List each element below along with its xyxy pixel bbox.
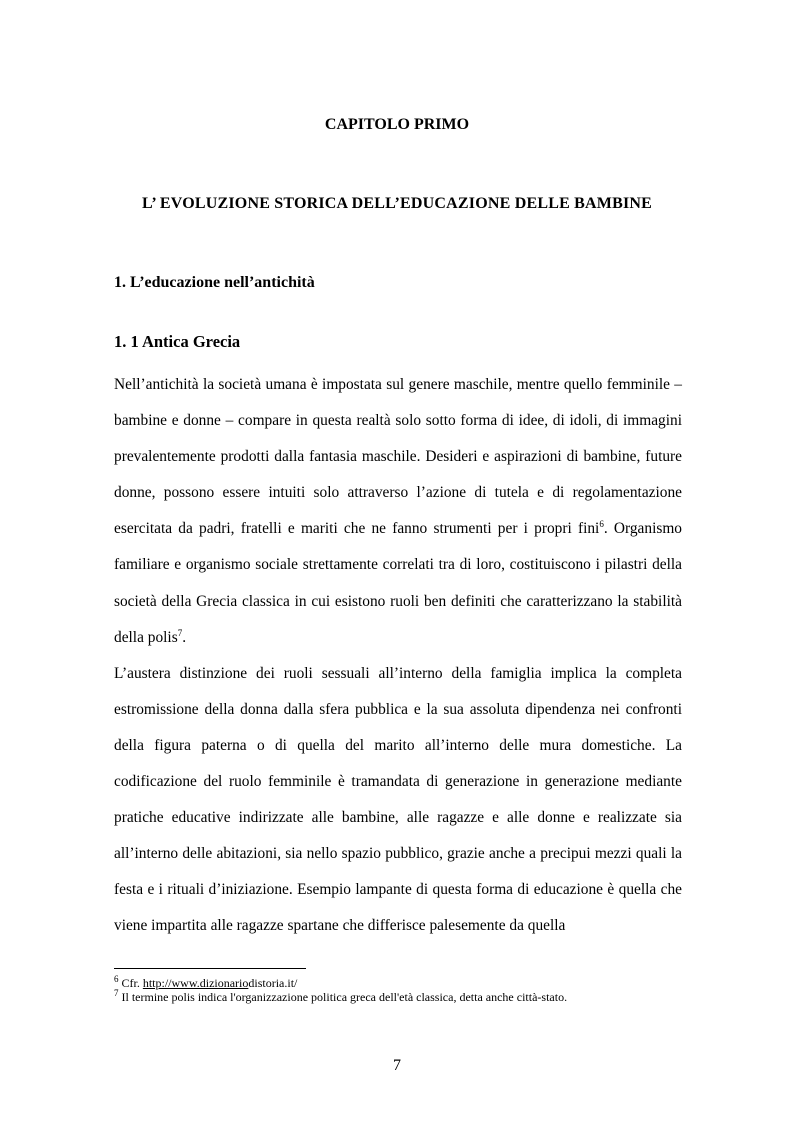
footnote-separator: [114, 968, 306, 969]
paragraph-1-part-1: Nell’antichità la società umana è impostata sul genere maschile, mentre quello femminile – bambine e donne – compare in questa realtà solo sotto forma di idee, di idoli, di immagini prevalentemente prodotti dalla fantasia maschile. Desideri e aspirazioni di bambine, future donne, possono essere intuiti solo attraverso l’azione di tutela e di regolamentazione esercitata da padri, fratelli e mariti che ne fanno strumenti per i propri fini: [114, 376, 682, 538]
footnote-ref-7[interactable]: 7: [177, 627, 183, 638]
body-text: [114, 367, 682, 945]
footnote-6: [114, 976, 694, 990]
footnote-6-link[interactable]: http://www.dizionario: [142, 976, 249, 990]
page-number: 7: [393, 1057, 401, 1074]
chapter-subtitle: L’ EVOLUZIONE STORICA DELL’EDUCAZIONE DELLE BAMBINE: [141, 195, 652, 212]
subsection-heading: 1. 1 Antica Grecia: [114, 332, 241, 351]
paragraph-1-part-2: . Organismo familiare e organismo sociale strettamente correlati tra di loro, costituiscono i pilastri della società della Grecia classica in cui esistono ruoli ben definiti che caratterizzano la stabilità della polis: [114, 520, 682, 646]
chapter-title: CAPITOLO PRIMO: [324, 116, 470, 133]
footnote-6-suffix: distoria.it/: [248, 976, 298, 990]
footnote-6-prefix: Cfr.: [118, 976, 143, 990]
footnote-ref-6[interactable]: 6: [599, 519, 604, 530]
paragraph-2: L’austera distinzione dei ruoli sessuali all’interno della famiglia implica la completa estromissione della donna dalla sfera pubblica e la sua assoluta dipendenza nei confronti della figura paterna o di quella del marito all’interno delle mura domestiche. La codificazione del ruolo femminile è tramandata di generazione in generazione mediante pratiche educative indirizzate alle bambine, alle ragazze e alle donne e realizzate sia all’interno delle abitazioni, sia nello spazio pubblico, grazie anche a precipui mezzi quali la festa e i rituali d’iniziazione. Esempio lampante di questa forma di educazione è quella che viene impartita alle ragazze spartane che differisce palesemente da quella: [114, 664, 682, 935]
footnote-7: [114, 990, 694, 1004]
footnotes: [114, 976, 694, 1004]
paragraph-1-end: .: [182, 628, 187, 646]
footnote-7-text: Il termine polis indica l'organizzazione politica greca dell'età classica, detta anche città-stato.: [118, 990, 568, 1004]
paragraph-1: [114, 367, 682, 656]
section-heading: 1. L’educazione nell’antichità: [114, 274, 315, 291]
footnote-6-marker: 6: [114, 974, 119, 984]
footnote-7-marker: 7: [114, 988, 119, 998]
